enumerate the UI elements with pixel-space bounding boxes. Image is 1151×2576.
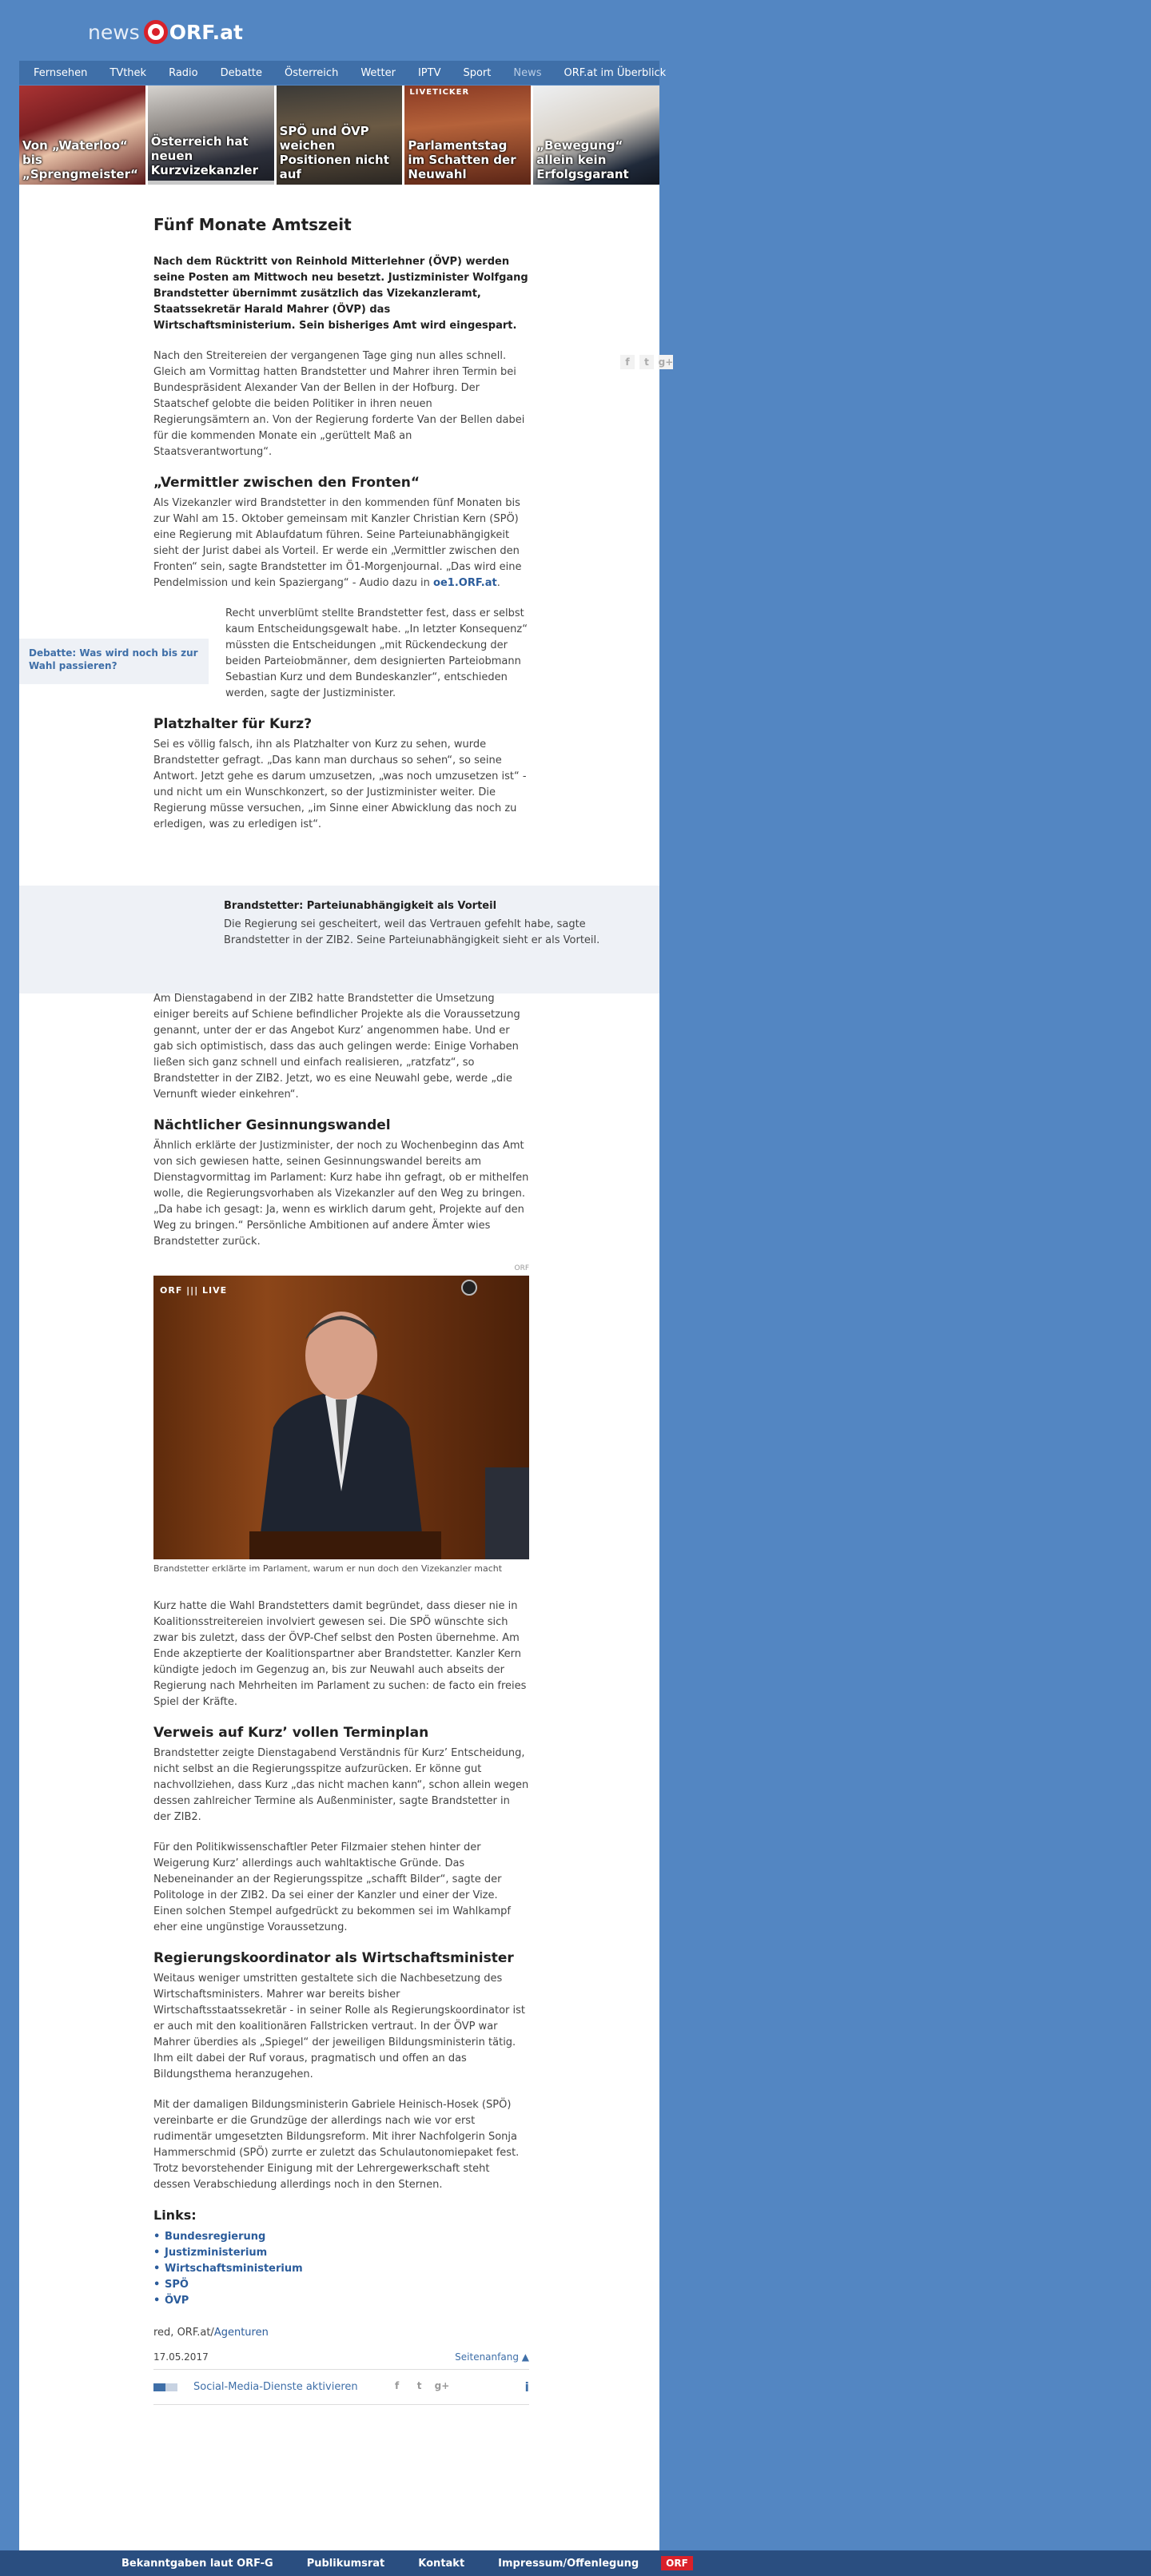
link-item [153,2293,529,2309]
quote-text: Die Regierung sei gescheitert, weil das Vertrauen gefehlt habe, sagte Brandstetter in der ZIB2. Seine Parteiunabhängigkeit sieht er als Vorteil. [224,918,600,946]
article-body [153,215,529,2405]
paragraph: Mit der damaligen Bildungsministerin Gabriele Heinisch-Hosek (SPÖ) vereinbarte er die Grundzüge der allerdings nach wie vor erst rudimentär umgesetzten Bildungsreform. Mit ihrer Nachfolgerin Sonja Hammerschmid (SPÖ) zurrte er zuletzt das Schulautonomiepaket fest. Trotz bevorstehender Einigung mit der Lehrergewerkschaft steht dessen Verabschiedung allerdings noch in den Sternen. [153,2099,520,2191]
link-justizministerium[interactable]: Justizministerium [165,2247,268,2259]
photo-illustration [153,1276,529,1559]
social-activate-link[interactable]: Social-Media-Dienste aktivieren [193,2381,358,2393]
footer-kontakt[interactable]: Kontakt [418,2557,465,2570]
logo-orf-text: ORF.at [169,20,243,44]
teaser-caption: Von „Waterloo“ bis „Sprengmeister“ [22,138,138,181]
nav-item-radio[interactable]: Radio [169,66,198,79]
agenturen-link[interactable]: Agenturen [213,2327,269,2339]
subheading-koordinator: Regierungskoordinator als Wirtschaftsminister [153,1950,514,1966]
link-item [153,2261,529,2277]
footer-bekanntgaben[interactable]: Bekanntgaben laut ORF-G [121,2557,273,2570]
nav-item-sport[interactable]: Sport [463,66,492,79]
paragraph: Recht unverblümt stellte Brandstetter fest, dass er selbst kaum Entscheidungsgewalt habe. „In letzter Konsequenz“ müssten die Entscheidungen „mit Rückendeckung der beiden Parteiobmänner, dem designierten Parteiobmann Sebastian Kurz und dem Bundeskanzler“, entschieden werden, sagte der Justizminister. [225,607,528,699]
liveticker-tag: LIVETICKER [409,88,470,97]
logo-news-text: news [88,20,140,44]
share-bar [620,355,673,369]
link-item [153,2277,529,2293]
paragraph: Für den Politikwissenschaftler Peter Filzmaier stehen hinter der Weigerung Kurz’ allerdings auch wahltaktische Gründe. Das Nebeneinander an der Regierungsspitze „schafft Bilder“, sagte der Politologe in der ZIB2. Da sei einer der Kanzler und einer der Vize. Einen solchen Stempel aufgedrückt zu bekommen sei im Wahlkampf eher eine ungünstige Voraussetzung. [153,1841,511,1933]
subheading-platzhalter: Platzhalter für Kurz? [153,716,313,732]
site-footer [0,2550,1151,2576]
paragraph: Am Dienstagabend in der ZIB2 hatte Brandstetter die Umsetzung einiger bereits auf Schiene befindlicher Projekte als die Voraussetzung genannt, unter der er das Angebot Kurz’ angenommen habe. Und er gab sich optimistisch, dass das auch gelingen werde: Einige Vorhaben ließen sich ganz schnell und einfach realisieren, „ratzfatz“, so Brandstetter in der ZIB2. Jetzt, wo es eine Neuwahl gebe, werde „die Vernunft wieder einkehren“. [153,993,520,1101]
back-to-top-link[interactable]: Seitenanfang ▲ [455,2351,529,2363]
paragraph-text: Als Vizekanzler wird Brandstetter in den kommenden fünf Monaten bis zur Wahl am 15. Oktober gemeinsam mit Kanzler Christian Kern (SPÖ) eine Regierung mit Ablaufdatum führen. Seine Parteiunabhängigkeit sieht der Jurist dabei als Vorteil. Er werde ein „Vermittler zwischen den Fronten“ sein, sagte Brandstetter im Ö1-Morgenjournal. „Das wird eine Pendelmission und kein Spaziergang“ - Audio dazu in [153,497,522,589]
paragraph: Nach den Streitereien der vergangenen Tage ging nun alles schnell. Gleich am Vormittag hatten Brandstetter und Mahrer ihren Termin bei Bundespräsident Alexander Van der Bellen in der Hofburg. Der Staatschef gelobte die beiden Politiker in ihren neuen Regierungsämtern an. Von der Regierung forderte Van der Bellen dabei für die kommenden Monate ein „gerüttelt Maß an Staatsverantwortung“. [153,350,525,458]
nav-item-debatte[interactable]: Debatte [220,66,263,79]
orf-news-logo[interactable] [88,18,243,46]
top-navigation [19,61,667,85]
facebook-icon[interactable]: f [620,355,635,369]
links-title: Links: [153,2208,197,2223]
nav-item-tvthek[interactable]: TVthek [110,66,147,79]
teaser-spoe-oevp[interactable] [277,86,403,185]
paragraph: Ähnlich erklärte der Justizminister, der noch zu Wochenbeginn das Amt von sich gewiesen hatte, seinen Gesinnungswandel bereits am Dienstagvormittag im Parlament: Kurz habe ihn gefragt, ob er mithelfen wolle, die Regierungsvorhaben als Vizekanzler auf den Weg zu bringen. „Da habe ich gesagt: Ja, wenn es wirklich darum geht, Projekte auf den Weg zu bringen.“ Persönliche Ambitionen auf andere Ämter wies Brandstetter zurück. [153,1140,529,1248]
teaser-parlamentstag[interactable] [404,86,531,185]
nav-item-fernsehen[interactable]: Fernsehen [34,66,88,79]
orf-live-watermark: ORF ||| LIVE [160,1285,228,1296]
social-toggle-icon[interactable] [153,2383,177,2391]
debatte-link[interactable]: Was wird noch bis zur Wahl passieren? [29,647,198,671]
credit-prefix: red, ORF.at/ [153,2327,214,2339]
footer-publikumsrat[interactable]: Publikumsrat [306,2557,385,2570]
paragraph-text: . [496,577,500,589]
subheading-naechtlich: Nächtlicher Gesinnungswandel [153,1117,391,1133]
date-bar [153,2351,529,2370]
link-spoe[interactable]: SPÖ [165,2279,189,2291]
orf-footer-logo[interactable]: ORF [661,2556,693,2570]
paragraph: Brandstetter zeigte Dienstagabend Verständnis für Kurz’ Entscheidung, nicht selbst an die Regierungsspitze aufzurücken. Er könne gut nachvollziehen, dass Kurz „das nicht machen kann“, schon allein wegen dessen zahlreicher Termine als Außenminister, sagte Brandstetter in der ZIB2. [153,1747,529,1823]
facebook-icon[interactable]: f [395,2379,400,2391]
debatte-label: Debatte: [29,647,77,659]
googleplus-icon[interactable]: g+ [434,2379,450,2391]
quote-spacer [153,847,529,991]
teaser-caption: Österreich hat neuen Kurzvizekanzler [150,134,259,177]
footer-impressum[interactable]: Impressum/Offenlegung [498,2557,639,2570]
paragraph: Sei es völlig falsch, ihn als Platzhalter von Kurz zu sehen, wurde Brandstetter gefragt. „Das kann man durchaus so sehen“, so seine Antwort. Jetzt gehe es darum umzusetzen, „was noch umzusetzen ist“ - und nicht um ein Wunschkonzert, so der Justizminister weiter. Die Regierung müsse versuchen, „im Sinne einer Abwicklung das noch zu erledigen, was zu erledigen ist“. [153,739,527,830]
related-links [153,2229,529,2309]
paragraph: Kurz hatte die Wahl Brandstetters damit begründet, dass dieser nie in Koalitionsstreitereien involviert gewesen sei. Die SPÖ wünschte sich zwar bis zuletzt, dass der ÖVP-Chef selbst den Posten übernehme. Am Ende akzeptierte der Koalitionspartner aber Brandstetter. Kanzler Kern kündigte jedoch im Gegenzug an, bis zur Neuwahl auch abseits der Regierung nach Mehrheiten im Parlament zu suchen: de facto ein freies Spiel der Kräfte. [153,1600,527,1708]
googleplus-icon[interactable]: g+ [658,356,674,368]
article-lead: Nach dem Rücktritt von Reinhold Mitterlehner (ÖVP) werden seine Posten am Mittwoch neu besetzt. Justizminister Wolfgang Brandstetter übernimmt zusätzlich das Vizekanzleramt, Staatssekretär Harald Mahrer (ÖVP) das Wirtschaftsministerium. Sein bisheriges Amt wird eingespart. [153,256,528,332]
teaser-caption: SPÖ und ÖVP weichen Positionen nicht auf [279,124,389,181]
twitter-icon[interactable]: t [639,355,654,369]
article-page [19,185,674,2550]
subheading-verweis: Verweis auf Kurz’ vollen Terminplan [153,1725,429,1741]
link-bundesregierung[interactable]: Bundesregierung [165,2231,266,2243]
social-media-bar [153,2370,529,2405]
nav-item-orf-ueberblick[interactable]: ORF.at im Überblick [564,66,667,79]
info-icon[interactable]: i [524,2379,529,2395]
teaser-bewegung[interactable] [533,86,659,185]
oe1-link[interactable]: oe1.ORF.at [433,577,497,589]
teaser-waterloo[interactable] [19,86,145,185]
quote-title: Brandstetter: Parteiunabhängigkeit als Vorteil [224,900,497,912]
subheading-vermittler: „Vermittler zwischen den Fronten“ [153,475,420,491]
link-oevp[interactable]: ÖVP [165,2295,189,2307]
nav-item-wetter[interactable]: Wetter [360,66,396,79]
link-item [153,2245,529,2261]
article-credit [153,2327,529,2339]
article-title: Fünf Monate Amtszeit [153,215,352,234]
nav-item-news[interactable]: News [513,66,542,79]
twitter-icon[interactable]: t [416,2379,422,2391]
teaser-kurzvizekanzler[interactable] [148,86,274,185]
publish-date: 17.05.2017 [153,2351,209,2363]
orf-eye-icon [144,20,168,44]
paragraph: Weitaus weniger umstritten gestaltete sich die Nachbesetzung des Wirtschaftsministers. Mahrer war bereits bisher Wirtschaftsstaatssekretär - in seiner Rolle als Regierungskoordinator ist er auch mit den koalitionären Fallstricken vertraut. In der ÖVP war Mahrer überdies als „Spiegel“ der jeweiligen Bildungsministerin tätig. Ihm eilt dabei der Ruf voraus, pragmatisch und offen an das Bildungsthema heranzugehen. [153,1973,526,2080]
teaser-caption: „Bewegung“ allein kein Erfolgsgarant [536,138,629,181]
nav-item-oesterreich[interactable]: Österreich [285,66,339,79]
link-item [153,2229,529,2245]
teaser-caption: Parlamentstag im Schatten der Neuwahl [408,138,516,181]
photo-caption: Brandstetter erklärte im Parlament, warum er nun doch den Vizekanzler macht [153,1563,503,1574]
teaser-strip [19,86,659,185]
link-wirtschaftsministerium[interactable]: Wirtschaftsministerium [165,2263,303,2275]
photo-credit: ORF [514,1264,529,1272]
paragraph [153,496,529,591]
brandstetter-parliament-photo [153,1276,529,1559]
nav-item-iptv[interactable]: IPTV [417,66,441,79]
